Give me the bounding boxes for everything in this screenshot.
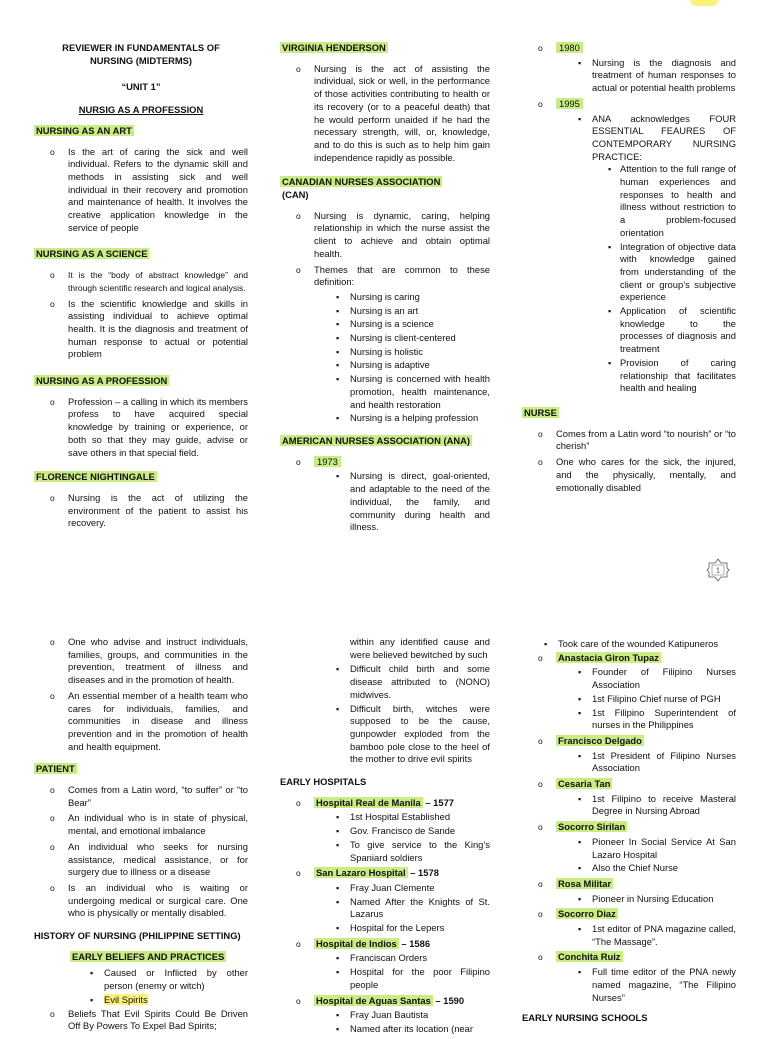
beliefs-list <box>34 1008 248 1033</box>
list-item: ▪ Gov. Francisco de Sande <box>314 825 490 838</box>
section-heading-can: CANADIAN NURSES ASSOCIATION (CAN) <box>282 176 441 201</box>
person-item: o Rosa Militar ▪ Pioneer in Nursing Education <box>522 878 736 905</box>
list-item: ▪ Pioneer in Nursing Education <box>556 893 736 906</box>
document-title <box>34 42 248 67</box>
page2-column-1 <box>34 636 248 1036</box>
hospitals-list <box>280 797 490 1036</box>
list-item: ▪ 1st President of Filipino Nurses Association <box>556 750 736 775</box>
list-item: o It is the “body of abstract knowledge” and through scientific research and logical analysis. <box>34 269 248 294</box>
list-item: ▪ Full time editor of the PNA newly named magazine, “The Filipino Nurses” <box>556 966 736 1004</box>
nurse-list <box>522 428 736 495</box>
list-item: ▪ Hospital for the Lepers <box>314 922 490 935</box>
list-item: ▪ Also the Chief Nurse <box>556 862 736 875</box>
ana-year-1973: o 1973 ▪ Nursing is direct, goal-oriented, and adaptable to the need of the individual, the family, and community during health and illness. <box>280 456 490 534</box>
list-item: o An individual who seeks for nursing assistance, medical assistance, or for surgery due to illness or a disease <box>34 841 248 879</box>
profession-list <box>34 396 248 460</box>
section-heading-ana: AMERICAN NURSES ASSOCIATION (ANA) <box>282 434 471 446</box>
title-line-1: REVIEWER IN FUNDAMENTALS OF <box>62 42 220 53</box>
person-item: o Anastacia Giron Tupaz ▪ Founder of Filipino Nurses Association ▪ 1st Filipino Chief nurse of PGH ▪ 1st Filipino Superintendent of nurses in the Philippines <box>522 652 736 732</box>
section-heading-hospitals: EARLY HOSPITALS <box>280 776 367 788</box>
page2-column-3 <box>522 636 736 1033</box>
list-item: o Comes from a Latin word “to nourish” or “to cherish” <box>522 428 736 453</box>
spirits-list <box>280 663 490 766</box>
list-item: o An essential member of a health team who cares for individuals, families, and communities in disease and illness prevention and in the promotion of health and health equipment. <box>34 690 248 754</box>
theme-item: ▪ Nursing is a science <box>314 318 490 331</box>
list-item: ▪ Franciscan Orders <box>314 952 490 965</box>
theme-item: ▪ Nursing is holistic <box>314 346 490 359</box>
list-item: o Is the art of caring the sick and well individual. Refers to the dynamic skill and methods in assisting sick and well individual in their recovery and promotion and maintenance of health. It involves the creative application knowledge in the service of people <box>34 146 248 235</box>
list-item: ▪ Evil Spirits <box>34 994 248 1007</box>
person-item: o Conchita Ruiz ▪ Full time editor of the PNA newly named magazine, “The Filipino Nurses” <box>522 951 736 1004</box>
reviewer-page-2 <box>0 512 768 1034</box>
feature-item: ▪ Integration of objective data with knowledge gained from understanding of the client or group’s subjective experience <box>556 241 736 305</box>
science-list <box>34 269 248 361</box>
section-heading-patient: PATIENT <box>36 763 75 775</box>
nurse-list-continued <box>34 636 248 753</box>
list-item: o One who cares for the sick, the injured, and the physically, mentally, and emotionally disabled <box>522 456 736 494</box>
person-item: o Cesaria Tan ▪ 1st Filipino to receive Masteral Degree in Nursing Abroad <box>522 778 736 818</box>
list-item: o Themes that are common to these definition: ▪ Nursing is caring ▪ Nursing is an art ▪ Nursing is a science ▪ Nursing is client-centered ▪ Nursing is holistic ▪ Nursing is adaptive ▪ Nursing is concerned with health promotion, health maintenance, and health restoration ▪ Nursing is a helping profession <box>280 264 490 425</box>
theme-item: ▪ Nursing is caring <box>314 291 490 304</box>
art-list <box>34 146 248 235</box>
section-heading-history: HISTORY OF NURSING (PHILIPPINE SETTING) <box>34 930 241 942</box>
spirits-continued-text: within any identified cause and were believed bewitched by such <box>350 636 490 660</box>
list-item: ▪ ANA acknowledges FOUR ESSENTIAL FEAURES OF CONTEMPORARY NURSING PRACTICE: ▪ Attention to the full range of human experiences and responses to health and illness without restriction to a problem-focused orientation ▪ Integration of objective data with knowledge gained from understanding of the client or group’s subjective experience ▪ Application of scientific knowledge to the processes of diagnosis and treatment ▪ Provision of caring relationship that facilitates health and healing <box>556 113 736 395</box>
list-item: ▪ Pioneer In Social Service At San Lazaro Hospital <box>556 836 736 861</box>
list-item: o Nursing is dynamic, caring, helping relationship in which the nurse assist the client to achieve and obtain optimal health. <box>280 210 490 261</box>
list-item: ▪ Fray Juan Clemente <box>314 882 490 895</box>
henderson-list <box>280 63 490 165</box>
hospital-item: o Hospital de Indios – 1586 ▪ Franciscan Orders ▪ Hospital for the poor Filipino people <box>280 938 490 992</box>
section-heading-profession: NURSING AS A PROFESSION <box>36 375 168 387</box>
list-item: o Profession – a calling in which its members profess to have acquired special knowledge by training or experience, or both so that they may guide, advise or save others in that special field. <box>34 396 248 460</box>
list-item: ▪ Named After the Knights of St. Lazarus <box>314 896 490 921</box>
page2-column-2 <box>280 636 490 1039</box>
ana-list-continued <box>522 42 736 395</box>
hospital-item: o Hospital Real de Manila – 1577 ▪ 1st Hospital Established ▪ Gov. Francisco de Sande ▪ To give service to the King’s Spaniard soldiers <box>280 797 490 865</box>
persons-list <box>522 652 736 1005</box>
section-heading-nightingale: FLORENCE NIGHTINGALE <box>36 471 155 483</box>
theme-item: ▪ Nursing is concerned with health promotion, health maintenance, and health restoration <box>314 373 490 411</box>
page1-column-1 <box>34 42 248 533</box>
hospital-item: o Hospital de Aguas Santas – 1590 ▪ Fray Juan Bautista ▪ Named after its location (near <box>280 995 490 1036</box>
person-item: o Socorro Diaz ▪ 1st editor of PNA magazine called, “The Massage”. <box>522 908 736 948</box>
person-item: o Socorro Sirilan ▪ Pioneer In Social Service At San Lazaro Hospital ▪ Also the Chief Nurse <box>522 821 736 875</box>
list-item: ▪ Nursing is direct, goal-oriented, and adaptable to the need of the individual, the family, and community during health and illness. <box>314 470 490 534</box>
feature-item: ▪ Attention to the full range of human experiences and responses to health and illness without restriction to a problem-focused orientation <box>556 163 736 239</box>
theme-item: ▪ Nursing is adaptive <box>314 359 490 372</box>
ana-year-1980: o 1980 ▪ Nursing is the diagnosis and treatment of human responses to actual or potential health problems <box>522 42 736 95</box>
list-item: ▪ Nursing is the diagnosis and treatment of human responses to actual or potential health problems <box>556 57 736 95</box>
feature-item: ▪ Application of scientific knowledge to the processes of diagnosis and treatment <box>556 305 736 356</box>
list-item: o One who advise and instruct individuals, families, groups, and communities in the prevention, treatment of illness and diseases and in the promotion of health. <box>34 636 248 687</box>
theme-item: ▪ Nursing is client-centered <box>314 332 490 345</box>
page1-column-3 <box>522 42 736 497</box>
section-heading-art: NURSING AS AN ART <box>36 124 132 136</box>
person-item: o Francisco Delgado ▪ 1st President of Filipino Nurses Association <box>522 735 736 775</box>
ana-year-1995: o 1995 ▪ ANA acknowledges FOUR ESSENTIAL FEAURES OF CONTEMPORARY NURSING PRACTICE: ▪ Attention to the full range of human experiences and responses to health and illness without restriction to a problem-focused orientation ▪ Integration of objective data with knowledge gained from understanding of the client or group’s subjective experience ▪ Application of scientific knowledge to the processes of diagnosis and treatment ▪ Provision of caring relationship that facilitates health and healing <box>522 98 736 395</box>
ana-features-list <box>556 163 736 395</box>
list-item: o Comes from a Latin word, “to suffer” or “to Bear” <box>34 784 248 809</box>
list-item: o Beliefs That Evil Spirits Could Be Driven Off By Powers To Expel Bad Spirits; <box>34 1008 248 1033</box>
list-item: ▪ Fray Juan Bautista <box>314 1009 490 1022</box>
page-number: 1 <box>716 567 720 575</box>
list-item: o Nursing is the act of assisting the individual, sick or well, in the performance of those activities contributing to health or its recovery (or to a peaceful death) that he would perform unaided if he had the necessary strength, will, or, knowledge, and to do this is such as to help him gain independence rapidly as possible. <box>280 63 490 165</box>
hospital-item: o San Lazaro Hospital – 1578 ▪ Fray Juan Clemente ▪ Named After the Knights of St. Lazarus ▪ Hospital for the Lepers <box>280 867 490 935</box>
list-item: ▪ Named after its location (near <box>314 1023 490 1036</box>
list-item: ▪ 1st Filipino Superintendent of nurses in the Philippines <box>556 707 736 732</box>
list-item: ▪ Caused or Inflicted by other person (enemy or witch) <box>34 967 248 992</box>
patient-list <box>34 784 248 920</box>
list-item: o Is an individual who is waiting or undergoing medical or surgical care. One who is physically or mentally disabled. <box>34 882 248 920</box>
list-item: ▪ 1st editor of PNA magazine called, “The Massage”. <box>556 923 736 948</box>
list-item: ▪ 1st Filipino Chief nurse of PGH <box>556 693 736 706</box>
page1-column-2 <box>280 42 490 537</box>
can-themes-list <box>314 291 490 425</box>
section-heading-nurse: NURSE <box>524 406 557 418</box>
list-item: ▪ Difficult birth, witches were supposed to be the cause, gunpowder exploded from the bamboo pole close to the heel of the mother to drive evil spirits <box>280 703 490 767</box>
feature-item: ▪ Provision of caring relationship that facilitates health and healing <box>556 357 736 395</box>
list-item: ▪ Difficult child birth and some disease attributed to (NONO) midwives. <box>280 663 490 701</box>
list-item: o Nursing is the act of utilizing the environment of the patient to assist his recovery. <box>34 492 248 530</box>
theme-item: ▪ Nursing is an art <box>314 305 490 318</box>
list-item: o An individual who is in state of physical, mental, and emotional imbalance <box>34 812 248 837</box>
list-item: ▪ 1st Hospital Established <box>314 811 490 824</box>
section-heading-science: NURSING AS A SCIENCE <box>36 248 148 260</box>
list-item: ▪ 1st Filipino to receive Masteral Degree in Nursing Abroad <box>556 793 736 818</box>
list-item: ▪ To give service to the King’s Spaniard soldiers <box>314 839 490 864</box>
katipuneros-list <box>522 638 736 651</box>
unit-label: “UNIT 1” <box>121 81 161 93</box>
theme-item: ▪ Nursing is a helping profession <box>314 412 490 425</box>
topic-heading: NURSIG AS A PROFESSION <box>78 104 204 116</box>
section-heading-schools: EARLY NURSING SCHOOLS <box>522 1012 648 1024</box>
section-heading-henderson: VIRGINIA HENDERSON <box>282 42 386 53</box>
beliefs-causes-list <box>34 967 248 1006</box>
section-heading-beliefs: EARLY BELIEFS AND PRACTICES <box>72 950 225 962</box>
list-item: ▪ Founder of Filipino Nurses Association <box>556 666 736 691</box>
can-list <box>280 210 490 425</box>
list-item: o Is the scientific knowledge and skills in assisting individual to achieve optimal health. It is the diagnosis and treatment of human response to actual or potential problem <box>34 298 248 362</box>
title-line-2: NURSING (MIDTERMS) <box>89 54 193 66</box>
list-item: ▪ Took care of the wounded Katipuneros <box>522 638 736 651</box>
list-item: ▪ Hospital for the poor Filipino people <box>314 966 490 991</box>
